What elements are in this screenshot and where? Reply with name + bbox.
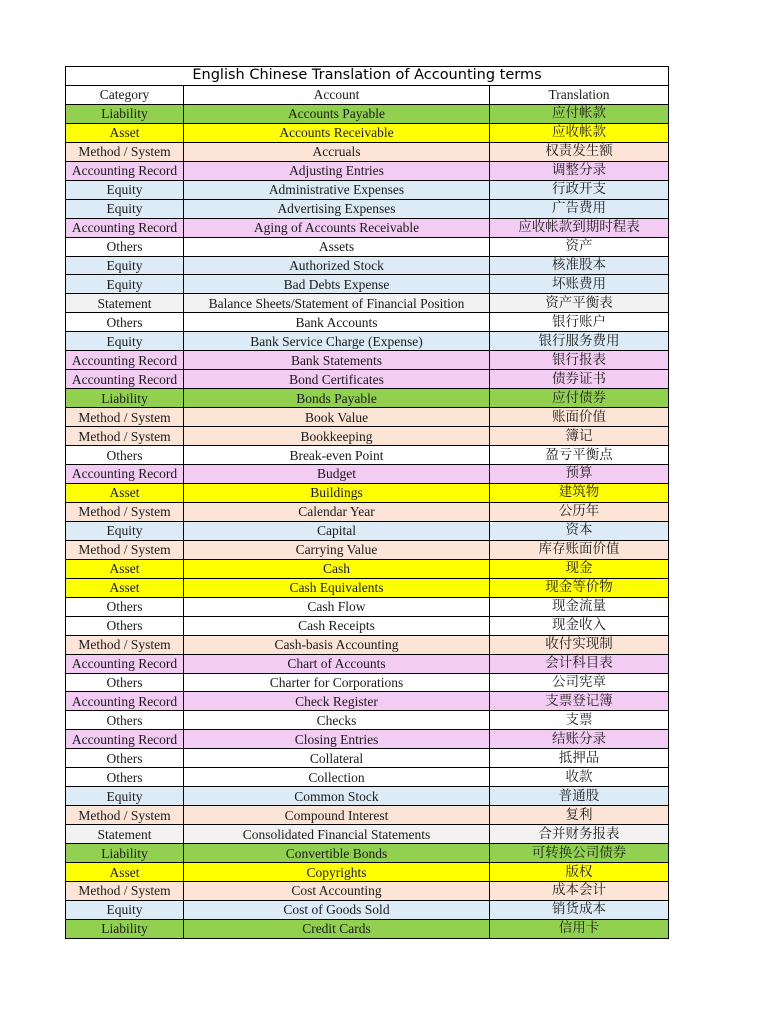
sheet-title: English Chinese Translation of Accounting terms — [66, 67, 669, 86]
category-cell: Method / System — [66, 408, 184, 427]
account-cell: Check Register — [184, 692, 490, 711]
translation-cell: 公司宪章 — [490, 673, 669, 692]
account-cell: Administrative Expenses — [184, 180, 490, 199]
header-translation: Translation — [490, 85, 669, 104]
spreadsheet — [65, 66, 668, 939]
table-row — [66, 806, 669, 825]
category-cell: Accounting Record — [66, 465, 184, 484]
translation-cell: 簿记 — [490, 427, 669, 446]
table-row — [66, 654, 669, 673]
table-row — [66, 123, 669, 142]
table-row — [66, 199, 669, 218]
account-cell: Break-even Point — [184, 446, 490, 465]
category-cell: Accounting Record — [66, 351, 184, 370]
account-cell: Compound Interest — [184, 806, 490, 825]
account-cell: Buildings — [184, 483, 490, 502]
category-cell: Method / System — [66, 502, 184, 521]
translation-table — [65, 66, 669, 939]
table-row — [66, 673, 669, 692]
table-row — [66, 919, 669, 938]
category-cell: Accounting Record — [66, 692, 184, 711]
category-cell: Method / System — [66, 806, 184, 825]
category-cell: Method / System — [66, 142, 184, 161]
account-cell: Cost of Goods Sold — [184, 900, 490, 919]
table-row — [66, 142, 669, 161]
translation-cell: 支票登记簿 — [490, 692, 669, 711]
table-row — [66, 446, 669, 465]
account-cell: Cash-basis Accounting — [184, 635, 490, 654]
header-row — [66, 85, 669, 104]
account-cell: Accounts Receivable — [184, 123, 490, 142]
table-row — [66, 502, 669, 521]
account-cell: Calendar Year — [184, 502, 490, 521]
translation-cell: 收付实现制 — [490, 635, 669, 654]
account-cell: Bank Accounts — [184, 313, 490, 332]
account-cell: Checks — [184, 711, 490, 730]
translation-cell: 抵押品 — [490, 749, 669, 768]
category-cell: Equity — [66, 332, 184, 351]
translation-cell: 盈亏平衡点 — [490, 446, 669, 465]
category-cell: Asset — [66, 863, 184, 882]
translation-cell: 银行报表 — [490, 351, 669, 370]
translation-cell: 应收帐款 — [490, 123, 669, 142]
category-cell: Accounting Record — [66, 218, 184, 237]
table-row — [66, 559, 669, 578]
table-body — [66, 85, 669, 938]
translation-cell: 权责发生额 — [490, 142, 669, 161]
translation-cell: 银行服务费用 — [490, 332, 669, 351]
account-cell: Bookkeeping — [184, 427, 490, 446]
category-cell: Statement — [66, 825, 184, 844]
table-row — [66, 578, 669, 597]
category-cell: Equity — [66, 521, 184, 540]
table-row — [66, 863, 669, 882]
table-row — [66, 540, 669, 559]
account-cell: Consolidated Financial Statements — [184, 825, 490, 844]
category-cell: Equity — [66, 180, 184, 199]
category-cell: Method / System — [66, 427, 184, 446]
table-row — [66, 351, 669, 370]
translation-cell: 资本 — [490, 521, 669, 540]
table-row — [66, 370, 669, 389]
table-row — [66, 408, 669, 427]
account-cell: Cash Receipts — [184, 616, 490, 635]
translation-cell: 销货成本 — [490, 900, 669, 919]
account-cell: Collection — [184, 768, 490, 787]
category-cell: Others — [66, 313, 184, 332]
table-row — [66, 313, 669, 332]
translation-cell: 行政开支 — [490, 180, 669, 199]
table-row — [66, 749, 669, 768]
account-cell: Carrying Value — [184, 540, 490, 559]
translation-cell: 库存账面价值 — [490, 540, 669, 559]
translation-cell: 收款 — [490, 768, 669, 787]
table-row — [66, 881, 669, 900]
translation-cell: 资产平衡表 — [490, 294, 669, 313]
account-cell: Cost Accounting — [184, 881, 490, 900]
table-row — [66, 597, 669, 616]
table-row — [66, 900, 669, 919]
account-cell: Book Value — [184, 408, 490, 427]
translation-cell: 会计科目表 — [490, 654, 669, 673]
category-cell: Others — [66, 749, 184, 768]
account-cell: Bad Debts Expense — [184, 275, 490, 294]
account-cell: Budget — [184, 465, 490, 484]
category-cell: Others — [66, 711, 184, 730]
translation-cell: 成本会计 — [490, 881, 669, 900]
category-cell: Equity — [66, 199, 184, 218]
account-cell: Cash Flow — [184, 597, 490, 616]
account-cell: Authorized Stock — [184, 256, 490, 275]
category-cell: Equity — [66, 256, 184, 275]
translation-cell: 现金收入 — [490, 616, 669, 635]
translation-cell: 广告费用 — [490, 199, 669, 218]
category-cell: Accounting Record — [66, 161, 184, 180]
account-cell: Bank Statements — [184, 351, 490, 370]
category-cell: Accounting Record — [66, 654, 184, 673]
category-cell: Others — [66, 446, 184, 465]
table-row — [66, 237, 669, 256]
table-row — [66, 294, 669, 313]
table-row — [66, 483, 669, 502]
account-cell: Accruals — [184, 142, 490, 161]
table-row — [66, 465, 669, 484]
table-row — [66, 692, 669, 711]
table-row — [66, 256, 669, 275]
translation-cell: 应收帐款到期时程表 — [490, 218, 669, 237]
category-cell: Method / System — [66, 881, 184, 900]
category-cell: Asset — [66, 559, 184, 578]
translation-cell: 应付帐款 — [490, 104, 669, 123]
account-cell: Accounts Payable — [184, 104, 490, 123]
table-row — [66, 635, 669, 654]
header-account: Account — [184, 85, 490, 104]
table-row — [66, 730, 669, 749]
table-row — [66, 844, 669, 863]
category-cell: Liability — [66, 844, 184, 863]
translation-cell: 现金等价物 — [490, 578, 669, 597]
account-cell: Cash Equivalents — [184, 578, 490, 597]
account-cell: Chart of Accounts — [184, 654, 490, 673]
account-cell: Closing Entries — [184, 730, 490, 749]
table-row — [66, 427, 669, 446]
category-cell: Method / System — [66, 540, 184, 559]
translation-cell: 合并财务报表 — [490, 825, 669, 844]
account-cell: Convertible Bonds — [184, 844, 490, 863]
translation-cell: 应付债券 — [490, 389, 669, 408]
table-row — [66, 275, 669, 294]
category-cell: Accounting Record — [66, 370, 184, 389]
account-cell: Copyrights — [184, 863, 490, 882]
table-row — [66, 787, 669, 806]
translation-cell: 调整分录 — [490, 161, 669, 180]
category-cell: Accounting Record — [66, 730, 184, 749]
category-cell: Statement — [66, 294, 184, 313]
account-cell: Assets — [184, 237, 490, 256]
translation-cell: 建筑物 — [490, 483, 669, 502]
translation-cell: 信用卡 — [490, 919, 669, 938]
translation-cell: 复利 — [490, 806, 669, 825]
translation-cell: 资产 — [490, 237, 669, 256]
table-row — [66, 616, 669, 635]
account-cell: Capital — [184, 521, 490, 540]
category-cell: Liability — [66, 919, 184, 938]
category-cell: Others — [66, 616, 184, 635]
category-cell: Liability — [66, 104, 184, 123]
category-cell: Method / System — [66, 635, 184, 654]
translation-cell: 公历年 — [490, 502, 669, 521]
account-cell: Common Stock — [184, 787, 490, 806]
table-row — [66, 768, 669, 787]
category-cell: Asset — [66, 578, 184, 597]
translation-cell: 支票 — [490, 711, 669, 730]
table-row — [66, 389, 669, 408]
account-cell: Advertising Expenses — [184, 199, 490, 218]
category-cell: Others — [66, 237, 184, 256]
account-cell: Bond Certificates — [184, 370, 490, 389]
translation-cell: 现金 — [490, 559, 669, 578]
table-row — [66, 521, 669, 540]
translation-cell: 普通股 — [490, 787, 669, 806]
category-cell: Equity — [66, 900, 184, 919]
category-cell: Liability — [66, 389, 184, 408]
account-cell: Collateral — [184, 749, 490, 768]
category-cell: Equity — [66, 275, 184, 294]
header-category: Category — [66, 85, 184, 104]
category-cell: Others — [66, 768, 184, 787]
category-cell: Equity — [66, 787, 184, 806]
category-cell: Others — [66, 673, 184, 692]
table-row — [66, 711, 669, 730]
translation-cell: 现金流量 — [490, 597, 669, 616]
translation-cell: 坏账费用 — [490, 275, 669, 294]
category-cell: Asset — [66, 123, 184, 142]
account-cell: Credit Cards — [184, 919, 490, 938]
account-cell: Bonds Payable — [184, 389, 490, 408]
account-cell: Charter for Corporations — [184, 673, 490, 692]
translation-cell: 预算 — [490, 465, 669, 484]
category-cell: Others — [66, 597, 184, 616]
translation-cell: 结账分录 — [490, 730, 669, 749]
table-row — [66, 332, 669, 351]
account-cell: Bank Service Charge (Expense) — [184, 332, 490, 351]
table-row — [66, 104, 669, 123]
translation-cell: 债券证书 — [490, 370, 669, 389]
account-cell: Cash — [184, 559, 490, 578]
table-row — [66, 218, 669, 237]
table-row — [66, 180, 669, 199]
account-cell: Aging of Accounts Receivable — [184, 218, 490, 237]
translation-cell: 版权 — [490, 863, 669, 882]
translation-cell: 账面价值 — [490, 408, 669, 427]
title-row — [66, 67, 669, 86]
table-row — [66, 825, 669, 844]
account-cell: Balance Sheets/Statement of Financial Position — [184, 294, 490, 313]
translation-cell: 可转换公司债券 — [490, 844, 669, 863]
account-cell: Adjusting Entries — [184, 161, 490, 180]
category-cell: Asset — [66, 483, 184, 502]
translation-cell: 银行账户 — [490, 313, 669, 332]
translation-cell: 核准股本 — [490, 256, 669, 275]
table-row — [66, 161, 669, 180]
